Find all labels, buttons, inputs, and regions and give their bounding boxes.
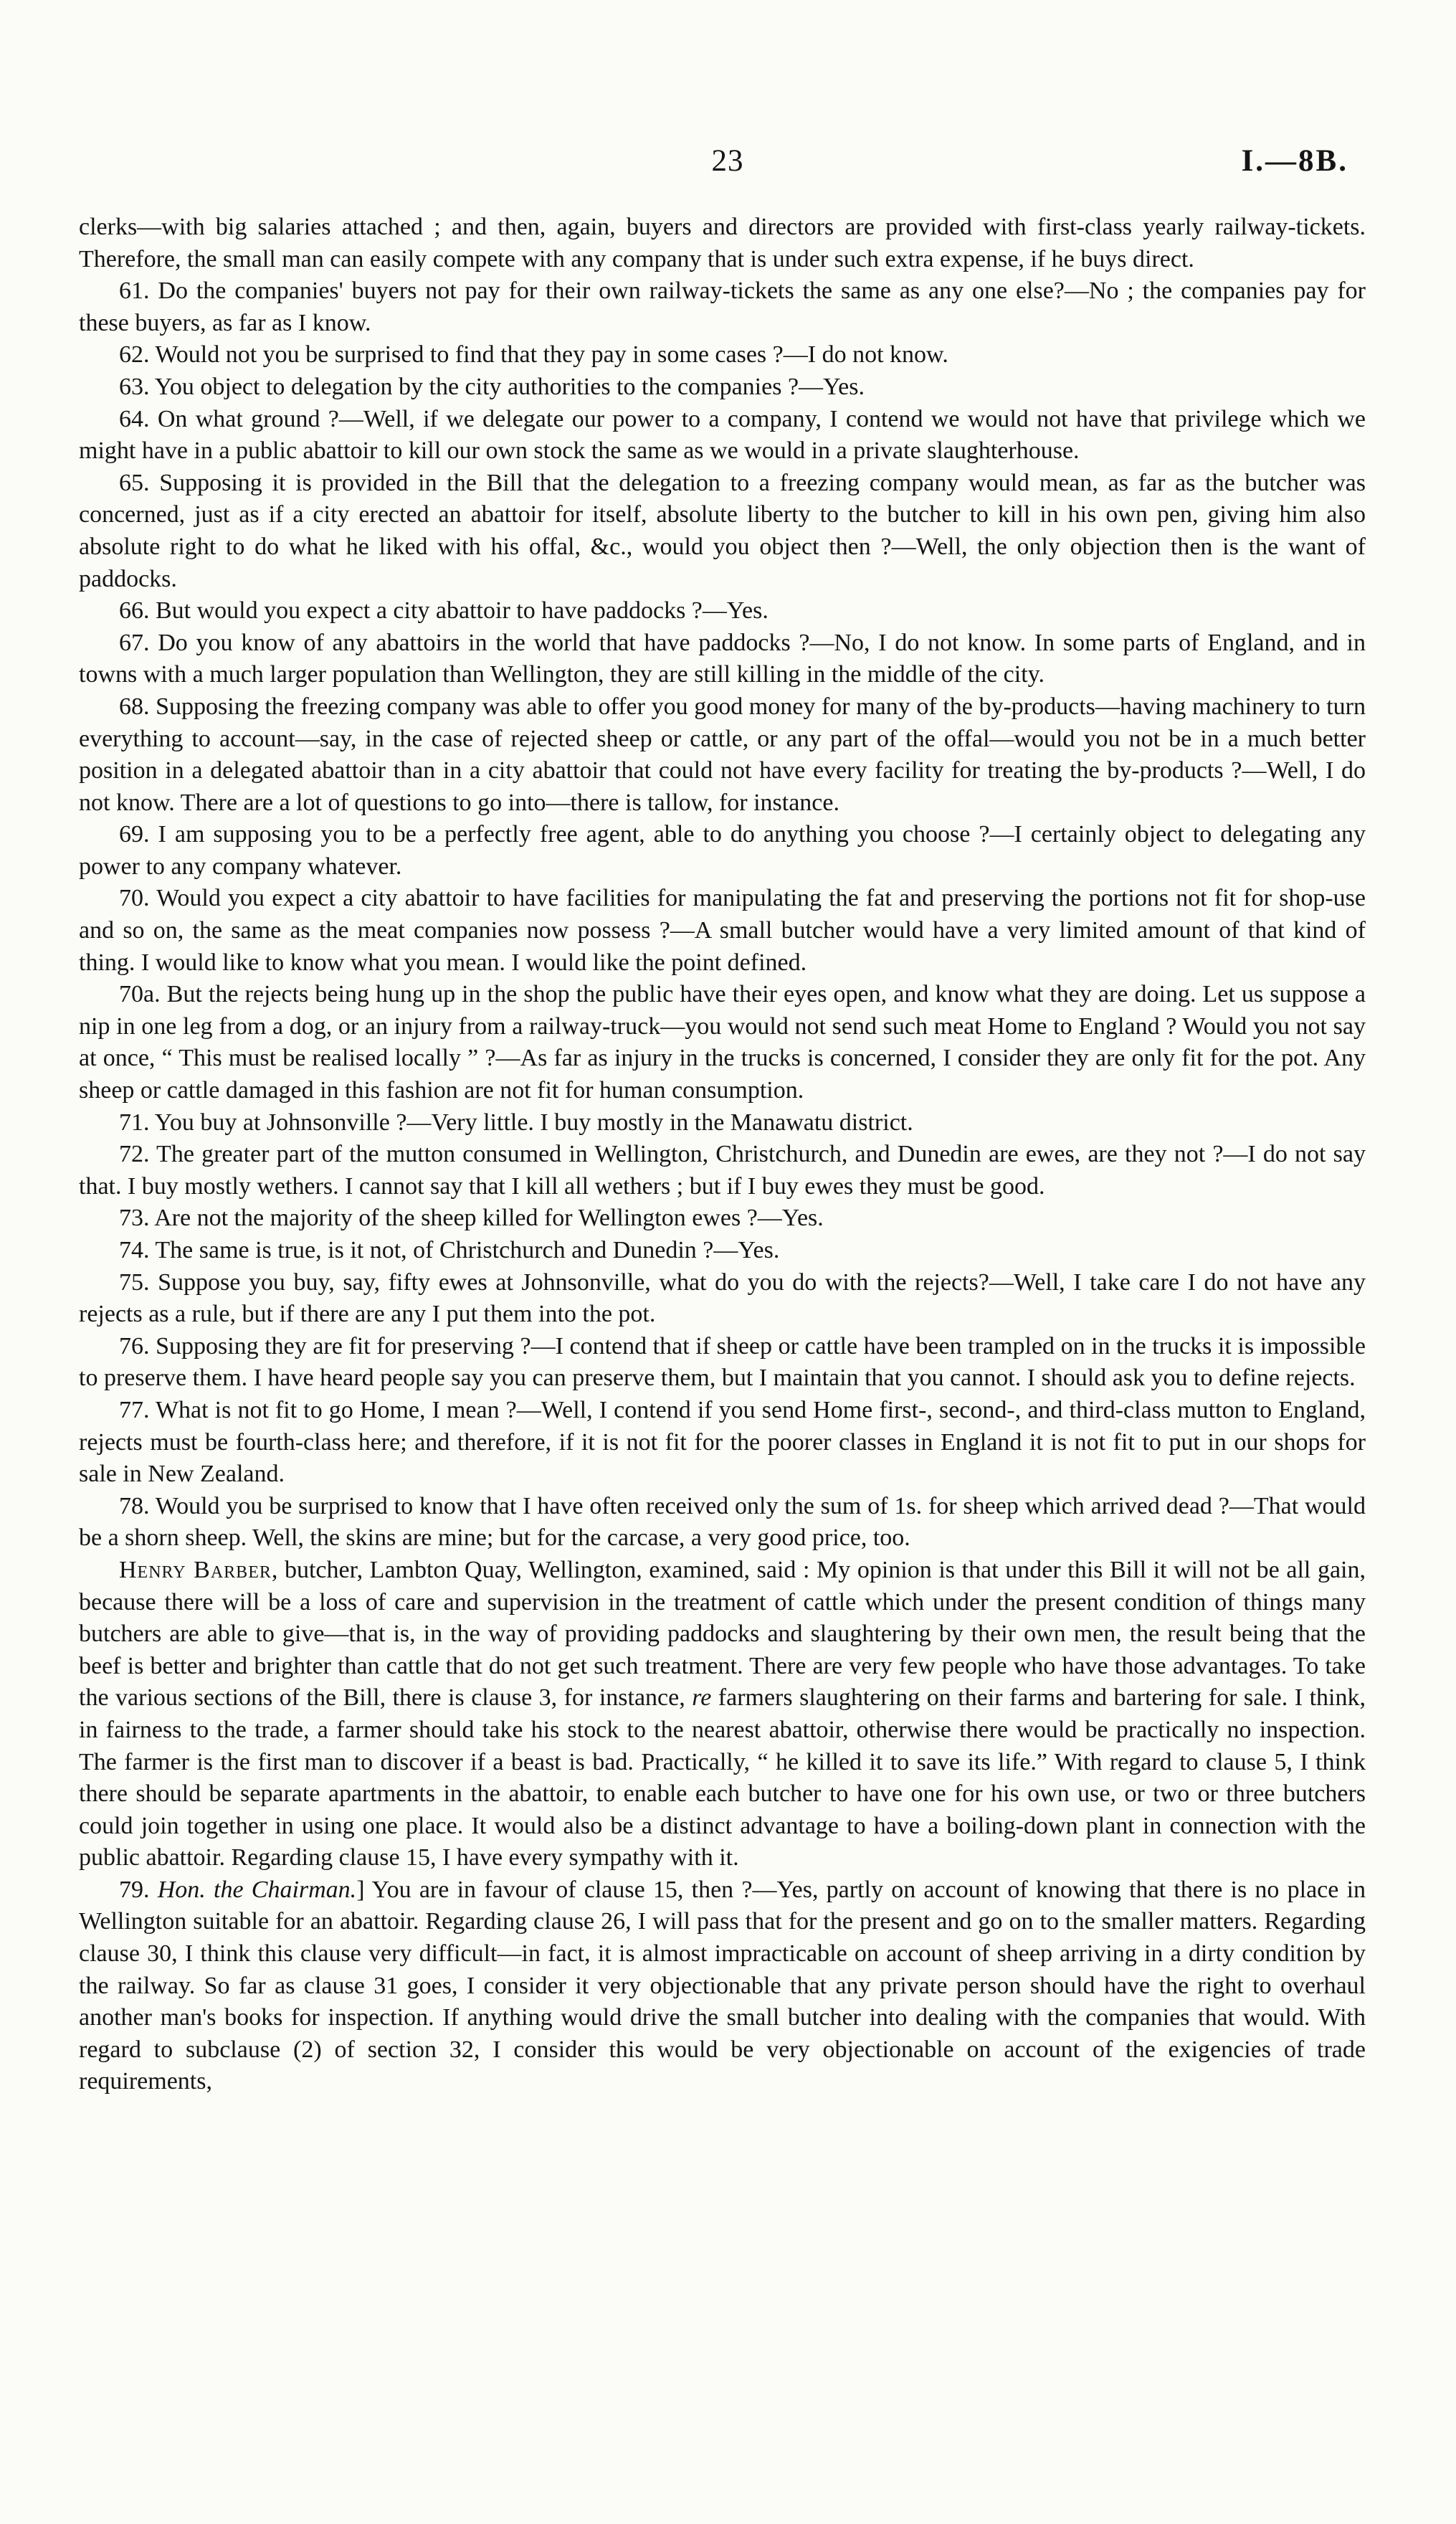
paragraph-q76: 76. Supposing they are fit for preserving ?—I contend that if sheep or cattle have been trampled on in the trucks it is impossible to preserve them. I have heard people say you can preserve them, but I maintain that you cannot. I should ask you to define rejects. xyxy=(79,1332,1366,1392)
question-number: 79. xyxy=(119,1876,158,1903)
paragraph-q78: 78. Would you be surprised to know that I have often received only the sum of 1s. for sheep which arrived dead ?—That would be a shorn sheep. Well, the skins are mine; but for the carcase, a very good price, too. xyxy=(79,1492,1366,1552)
page-number: 23 xyxy=(711,144,744,178)
paragraph-q74: 74. The same is true, is it not, of Christchurch and Dunedin ?—Yes. xyxy=(119,1237,780,1263)
document-body xyxy=(79,212,1366,2098)
paragraph-q73: 73. Are not the majority of the sheep killed for Wellington ewes ?—Yes. xyxy=(119,1205,824,1232)
paragraph-continuation: clerks—with big salaries attached ; and then, again, buyers and directors are provided with first-class yearly railway-tickets. Therefore, the small man can easily compete with any company that is under such extra expense, if he buys direct. xyxy=(79,214,1366,272)
paragraph-q66: 66. But would you expect a city abattoir to have paddocks ?—Yes. xyxy=(119,597,769,625)
speaker-name: Hon. the Chairman. xyxy=(157,1876,357,1903)
paragraph-q67: 67. Do you know of any abattoirs in the world that have paddocks ?—No, I do not know. In some parts of England, and in towns with a much larger population than Wellington, they are still killing in the middle of the city. xyxy=(79,629,1366,688)
paragraph-q61: 61. Do the companies' buyers not pay for their own railway-tickets the same as any one else?—No ; the companies pay for these buyers, as far as I know. xyxy=(79,277,1366,336)
paragraph-q65: 65. Supposing it is provided in the Bill that the delegation to a freezing company would mean, as far as the butcher was concerned, just as if a city erected an abattoir for itself, absolute liberty to the butcher to kill in his own pen, giving him also absolute right to do what he liked with his offal, &c., would you object then ?—Well, the only objection then is the want of paddocks. xyxy=(79,469,1366,592)
paragraph-q68: 68. Supposing the freezing company was able to offer you good money for many of the by-products—having machinery to turn everything to account—say, in the case of rejected sheep or cattle, or any part of the offal—would you not be in a much better position in a delegated abattoir than in a city abattoir that could not have every facility for treating the by-products ?—Well, I do not know. There are a lot of questions to go into—there is tallow, for instance. xyxy=(79,693,1366,816)
paragraph-q69: 69. I am supposing you to be a perfectly free agent, able to do anything you choose ?—I certainly object to delegating any power to any company whatever. xyxy=(79,821,1366,880)
paragraph-q71: 71. You buy at Johnsonville ?—Very little. I buy mostly in the Manawatu district. xyxy=(119,1109,913,1136)
paragraph-q77: 77. What is not fit to go Home, I mean ?—Well, I contend if you send Home first-, second-, and third-class mutton to England, rejects must be fourth-class here; and therefore, if it is not fit for the poorer classes in England it is not fit to put in our shops for sale in New Zealand. xyxy=(79,1396,1366,1488)
paragraph-q79 xyxy=(79,1874,1366,2098)
paragraph-q72: 72. The greater part of the mutton consumed in Wellington, Christchurch, and Dunedin are ewes, are they not ?—I do not say that. I buy mostly wethers. I cannot say that I kill all wethers ; but if I buy ewes they must be good. xyxy=(79,1141,1366,1200)
question-text: ] You are in favour of clause 15, then ?—Yes, partly on account of knowing that there is no place in Wellington suitable for an abattoir. Regarding clause 26, I will pass that for the present and go on to the smaller matters. Regarding clause 30, I think this clause very difficult—in fact, it is almost impracticable on account of sheep arriving in a dirty condition by the railway. So far as clause 31 goes, I consider it very objectionable that any private person should have the right to overhaul another man's books for inspection. If anything would drive the small butcher into dealing with the companies that would. With regard to subclause (2) of section 32, I consider this would be very objectionable on account of the exigencies of trade requirements, xyxy=(79,1876,1366,2095)
paragraph-q64: 64. On what ground ?—Well, if we delegate our power to a company, I contend we would not have that privilege which we might have in a public abattoir to kill our own stock the same as we would in a private slaughterhouse. xyxy=(79,405,1366,465)
document-reference: I.—8B. xyxy=(1241,144,1348,178)
witness-statement-text-cont: farmers slaughtering on their farms and bartering for sale. I think, in fairness to the trade, a farmer should take his stock to the nearest abattoir, otherwise there would be practically no inspection. The farmer is the first man to discover if a beast is bad. Practically, “ he killed it to save its life.” With regard to clause 5, I think there should be separate apartments in the abattoir, to enable each butcher to have one for his own use, or two or three butchers could join together in using one place. It would also be a distinct advantage to have a boiling-down plant in connection with the public abattoir. Regarding clause 15, I have every sympathy with it. xyxy=(79,1684,1366,1871)
paragraph-witness-statement xyxy=(79,1555,1366,1874)
paragraph-q62: 62. Would not you be surprised to find that they pay in some cases ?—I do not know. xyxy=(119,341,948,369)
witness-name: Henry Barber xyxy=(119,1556,272,1583)
paragraph-q70: 70. Would you expect a city abattoir to have facilities for manipulating the fat and preserving the portions not fit for shop-use and so on, the same as the meat companies now possess ?—A small butcher would have a very limited amount of that kind of thing. I would like to know what you mean. I would like the point defined. xyxy=(79,885,1366,976)
paragraph-q70a: 70a. But the rejects being hung up in the shop the public have their eyes open, and know what they are doing. Let us suppose a nip in one leg from a dog, or an injury from a railway-truck—you would not send such meat Home to England ? Would you not say at once, “ This must be realised locally ” ?—As far as injury in the trucks is concerned, I consider they are only fit for the pot. Any sheep or cattle damaged in this fashion are not fit for human consumption. xyxy=(79,981,1366,1104)
paragraph-q63: 63. You object to delegation by the city authorities to the companies ?—Yes. xyxy=(119,373,865,400)
witness-statement-text: , butcher, Lambton Quay, Wellington, examined, said : My opinion is that under this Bill it will not be all gain, because there will be a loss of care and supervision in the treatment of cattle which under the present condition of things many butchers are able to give—that is, in the way of providing paddocks and slaughtering by their own men, the result being that the beef is better and brighter than cattle that do not get such treatment. There are very few people who have those advantages. To take the various sections of the Bill, there is clause 3, for instance, xyxy=(79,1556,1366,1712)
paragraph-q75: 75. Suppose you buy, say, fifty ewes at Johnsonville, what do you do with the rejects?—Well, I take care I do not have any rejects as a rule, but if there are any I put them into the pot. xyxy=(79,1268,1366,1328)
witness-statement-italic: re xyxy=(692,1684,712,1712)
